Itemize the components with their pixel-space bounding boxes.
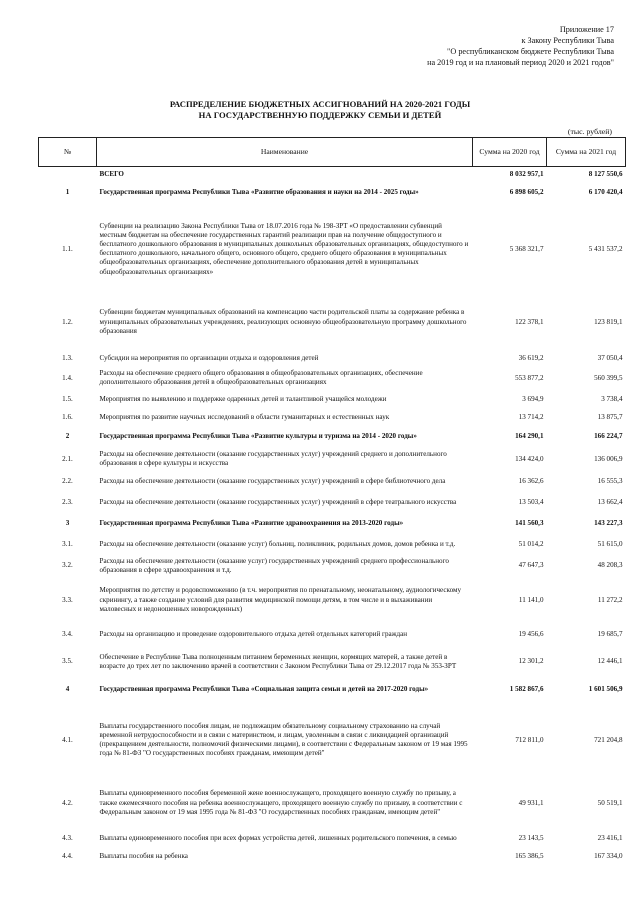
row-number: 3.2. <box>62 561 73 570</box>
table-row <box>39 678 626 700</box>
table-row <box>39 850 626 863</box>
row-number: 2.3. <box>62 498 73 507</box>
row-number: 4.2. <box>62 798 73 807</box>
row-number: 4.4. <box>62 852 73 861</box>
row-name: Расходы на организацию и проведение оздоровительного отдыха детей отдельных категорий граждан <box>99 630 408 639</box>
row-name: Мероприятия по развитие научных исследований в области гуманитарных и естественных наук <box>99 412 390 421</box>
row-value-2021: 721 204,8 <box>594 735 623 744</box>
row-value-2020: 1 582 867,6 <box>509 684 544 693</box>
table-row <box>39 167 626 181</box>
table-row <box>39 645 626 678</box>
row-value-2021: 11 272,2 <box>597 595 623 604</box>
row-value-2021: 23 416,1 <box>597 833 623 842</box>
table-row <box>39 513 626 534</box>
table-row <box>39 780 626 826</box>
row-value-2020: 13 714,2 <box>518 412 544 421</box>
row-name: Расходы на обеспечение деятельности (оказание государственных услуг) учреждений в сфере театрального искусства <box>99 498 457 507</box>
row-value-2021: 3 738,4 <box>601 394 623 403</box>
row-value-2020: 16 362,6 <box>518 477 544 486</box>
row-value-2020: 13 503,4 <box>518 498 544 507</box>
row-name: Мероприятия по детству и родовспоможению (в т.ч. мероприятия по пренатальному, неонатальному, аудиологическому скринингу, а также создание условий для развития медицинской помощи детям, в том числе и в выхаживании маловесных и недоношенных новорожденных) <box>99 586 462 613</box>
row-number: 2.2. <box>62 477 73 486</box>
row-value-2020: 6 898 605,2 <box>509 187 544 196</box>
row-number: 3.1. <box>62 540 73 549</box>
table-row <box>39 366 626 390</box>
row-name: Государственная программа Республики Тыва «Социальная защита семьи и детей на 2017-2020 годы» <box>99 684 429 693</box>
row-number: 3.5. <box>62 657 73 666</box>
row-value-2020: 165 386,5 <box>515 852 544 861</box>
row-number: 1.4. <box>62 373 73 382</box>
header-2021: Сумма на 2021 год <box>547 138 626 167</box>
row-name: Расходы на обеспечение деятельности (оказание государственных услуг) учреждений в сфере библиотечного дела <box>99 477 446 486</box>
row-name: Расходы на обеспечение деятельности (оказание государственных услуг) учреждений среднего и дополнительного образования в сфере культуры и искусства <box>99 450 447 468</box>
title-line-1: РАСПРЕДЕЛЕНИЕ БЮДЖЕТНЫХ АССИГНОВАНИЙ НА 2020-2021 ГОДЫ <box>169 99 471 109</box>
row-value-2020: 141 560,3 <box>515 519 544 528</box>
row-value-2020: 12 301,2 <box>518 657 544 666</box>
allocation-table <box>38 137 626 863</box>
row-number: 1.6. <box>62 412 73 421</box>
row-number: 2.1. <box>62 454 73 463</box>
row-value-2020: 164 290,1 <box>515 432 544 441</box>
appendix-line: Приложение 17 <box>559 25 614 34</box>
row-value-2020: 122 378,1 <box>515 317 544 326</box>
table-row <box>39 447 626 471</box>
row-name: Расходы на обеспечение среднего общего образования в общеобразовательных организациях, обеспечение дополнительного образования детей в общеобразовательных организациях <box>99 369 423 387</box>
table-header <box>39 138 626 167</box>
row-name: Государственная программа Республики Тыва «Развитие здравоохранения на 2013-2020 годы» <box>99 519 404 528</box>
appendix-note <box>314 24 614 68</box>
table-row <box>39 426 626 447</box>
row-value-2021: 48 208,3 <box>597 561 623 570</box>
row-value-2021: 13 662,4 <box>597 498 623 507</box>
row-number: 3.3. <box>62 595 73 604</box>
row-name: Выплаты единовременного пособия при всех формах устройства детей, лишенных родительского попечения, в семью <box>99 833 457 842</box>
row-number: 1.1. <box>62 244 73 253</box>
row-value-2021: 136 006,9 <box>594 454 623 463</box>
row-value-2021: 51 615,0 <box>597 540 623 549</box>
row-value-2020: 36 619,2 <box>518 353 544 362</box>
row-value-2021: 123 819,1 <box>594 317 623 326</box>
row-name: Расходы на обеспечение деятельности (оказание услуг) государственных учреждений среднего профессионального образования в сфере здравоохранения и т.д. <box>99 556 449 574</box>
row-value-2020: 51 014,2 <box>518 540 544 549</box>
table-row <box>39 390 626 408</box>
table-row <box>39 180 626 204</box>
row-value-2020: 3 694,9 <box>522 394 544 403</box>
row-number <box>39 167 97 181</box>
table-row <box>39 534 626 555</box>
units-label: (тыс. рублей) <box>567 127 612 136</box>
row-value-2020: 134 424,0 <box>515 454 544 463</box>
row-number: 4 <box>65 684 70 693</box>
row-name: Выплаты государственного пособия лицам, не подлежащим обязательному социальному страхованию на случай временной нетрудоспособности и в связи с материнством, и лицам, уволенным в связи с ликвидацией организаций (прекращением деятельности, полномочий физическими лицами), в соответствии с Федеральным законом от 19 мая 1995 года № 81-ФЗ "О государственных пособиях гражданам, имеющим детей" <box>99 721 468 758</box>
row-value-2021: 1 601 506,9 <box>588 684 623 693</box>
row-name: Обеспечение в Республике Тыва полноценным питанием беременных женщин, кормящих матерей, а также детей в возрасте до трех лет по заключению врачей в соответствии с Законом Республики Тыва от 29.12.2017 года № 353-ЗРТ <box>99 652 457 670</box>
row-number: 1.2. <box>62 317 73 326</box>
row-name: Субсидии на мероприятия по организации отдыха и оздоровления детей <box>99 353 319 362</box>
row-value-2021: 167 334,0 <box>594 852 623 861</box>
table-row <box>39 350 626 366</box>
row-value-2020: 712 811,0 <box>515 735 544 744</box>
row-value-2021: 13 875,7 <box>597 412 623 421</box>
row-number: 3.4. <box>62 630 73 639</box>
appendix-line: "О республиканском бюджете Республики Тыва <box>447 47 614 56</box>
row-number: 1.3. <box>62 353 73 362</box>
row-value-2021: 16 555,3 <box>597 477 623 486</box>
row-name: Выплаты пособия на ребенка <box>99 852 188 861</box>
table-row <box>39 204 626 294</box>
row-value-2020: 19 456,6 <box>518 630 544 639</box>
table-row <box>39 624 626 645</box>
table-row <box>39 294 626 350</box>
table-row <box>39 700 626 780</box>
row-name: Выплаты единовременного пособия беременной жене военнослужащего, проходящего военную службу по призыву, а также ежемесячного пособия на ребенка военнослужащего, проходящего военную службу по призыву, в соответствии с Федеральным законом от 19 мая 1995 года № 81-ФЗ "О государственных пособиях гражданам, имеющим детей" <box>99 789 463 816</box>
header-num: № <box>39 138 97 167</box>
row-number: 1.5. <box>62 394 73 403</box>
table-row <box>39 826 626 850</box>
row-name: ВСЕГО <box>99 170 124 178</box>
table-row <box>39 408 626 426</box>
appendix-line: на 2019 год и на плановый период 2020 и 2021 годов" <box>427 58 614 67</box>
row-value-2021: 166 224,7 <box>594 432 623 441</box>
row-value-2020: 5 368 321,7 <box>509 244 544 253</box>
row-value-2021: 143 227,3 <box>594 519 623 528</box>
row-value-2020: 11 141,0 <box>518 595 544 604</box>
header-2020: Сумма на 2020 год <box>473 138 547 167</box>
row-value-2021: 12 446,1 <box>597 657 623 666</box>
row-name: Субвенции бюджетам муниципальных образований на компенсацию части родительской платы за содержание ребенка в муниципальных образовательных учреждениях, реализующих основную общеобразовательную программу дошкольного образования <box>99 308 467 335</box>
row-name: Субвенции на реализацию Закона Республики Тыва от 18.07.2016 года № 198-ЗРТ «О предоставлении субвенций местным бюджетам на обеспечение государственных гарантий реализации прав на получение общедоступного и бесплатного дошкольного образования в муниципальных дошкольных образовательных организациях, общедоступного и бесплатного дошкольного, начального общего, основного общего, среднего общего образования в муниципальных общеобразовательных организациях, обеспечение дополнительного образования детей в муниципальных общеобразовательных организациях» <box>99 221 469 276</box>
row-number: 2 <box>65 432 70 441</box>
row-value-2021: 50 519,1 <box>597 798 623 807</box>
row-value-2020: 47 647,3 <box>518 561 544 570</box>
row-name: Государственная программа Республики Тыва «Развитие образования и науки на 2014 - 2025 годы» <box>99 187 419 196</box>
row-value-2021: 560 399,5 <box>594 373 623 382</box>
row-number: 1 <box>65 187 70 196</box>
row-value-2020: 553 877,2 <box>515 373 544 382</box>
row-value-2020: 23 143,5 <box>518 833 544 842</box>
table-row <box>39 492 626 513</box>
row-value-2020: 8 032 957,1 <box>509 170 544 178</box>
row-value-2021: 19 685,7 <box>597 630 623 639</box>
row-value-2021: 5 431 537,2 <box>588 244 623 253</box>
row-value-2021: 37 050,4 <box>597 353 623 362</box>
row-name: Мероприятия по выявлению и поддержке одаренных детей и талантливой учащейся молодежи <box>99 394 387 403</box>
table-row <box>39 555 626 576</box>
table-body <box>39 167 626 864</box>
row-number: 4.3. <box>62 833 73 842</box>
appendix-line: к Закону Республики Тыва <box>521 36 614 45</box>
header-name: Наименование <box>97 138 473 167</box>
row-number: 3 <box>65 519 70 528</box>
row-value-2021: 8 127 550,6 <box>588 170 623 178</box>
row-value-2021: 6 170 420,4 <box>588 187 623 196</box>
row-value-2020: 49 931,1 <box>518 798 544 807</box>
table-row <box>39 471 626 492</box>
row-name: Расходы на обеспечение деятельности (оказание услуг) больниц, поликлиник, родильных домов, домов ребенка и т.д. <box>99 540 456 549</box>
table-row <box>39 576 626 624</box>
row-number: 4.1. <box>62 735 73 744</box>
title-line-2: НА ГОСУДАРСТВЕННУЮ ПОДДЕРЖКУ СЕМЬИ И ДЕТЕЙ <box>198 110 442 120</box>
row-name: Государственная программа Республики Тыва «Развитие культуры и туризма на 2014 - 2020 годы» <box>99 432 417 441</box>
document-title <box>0 99 640 121</box>
